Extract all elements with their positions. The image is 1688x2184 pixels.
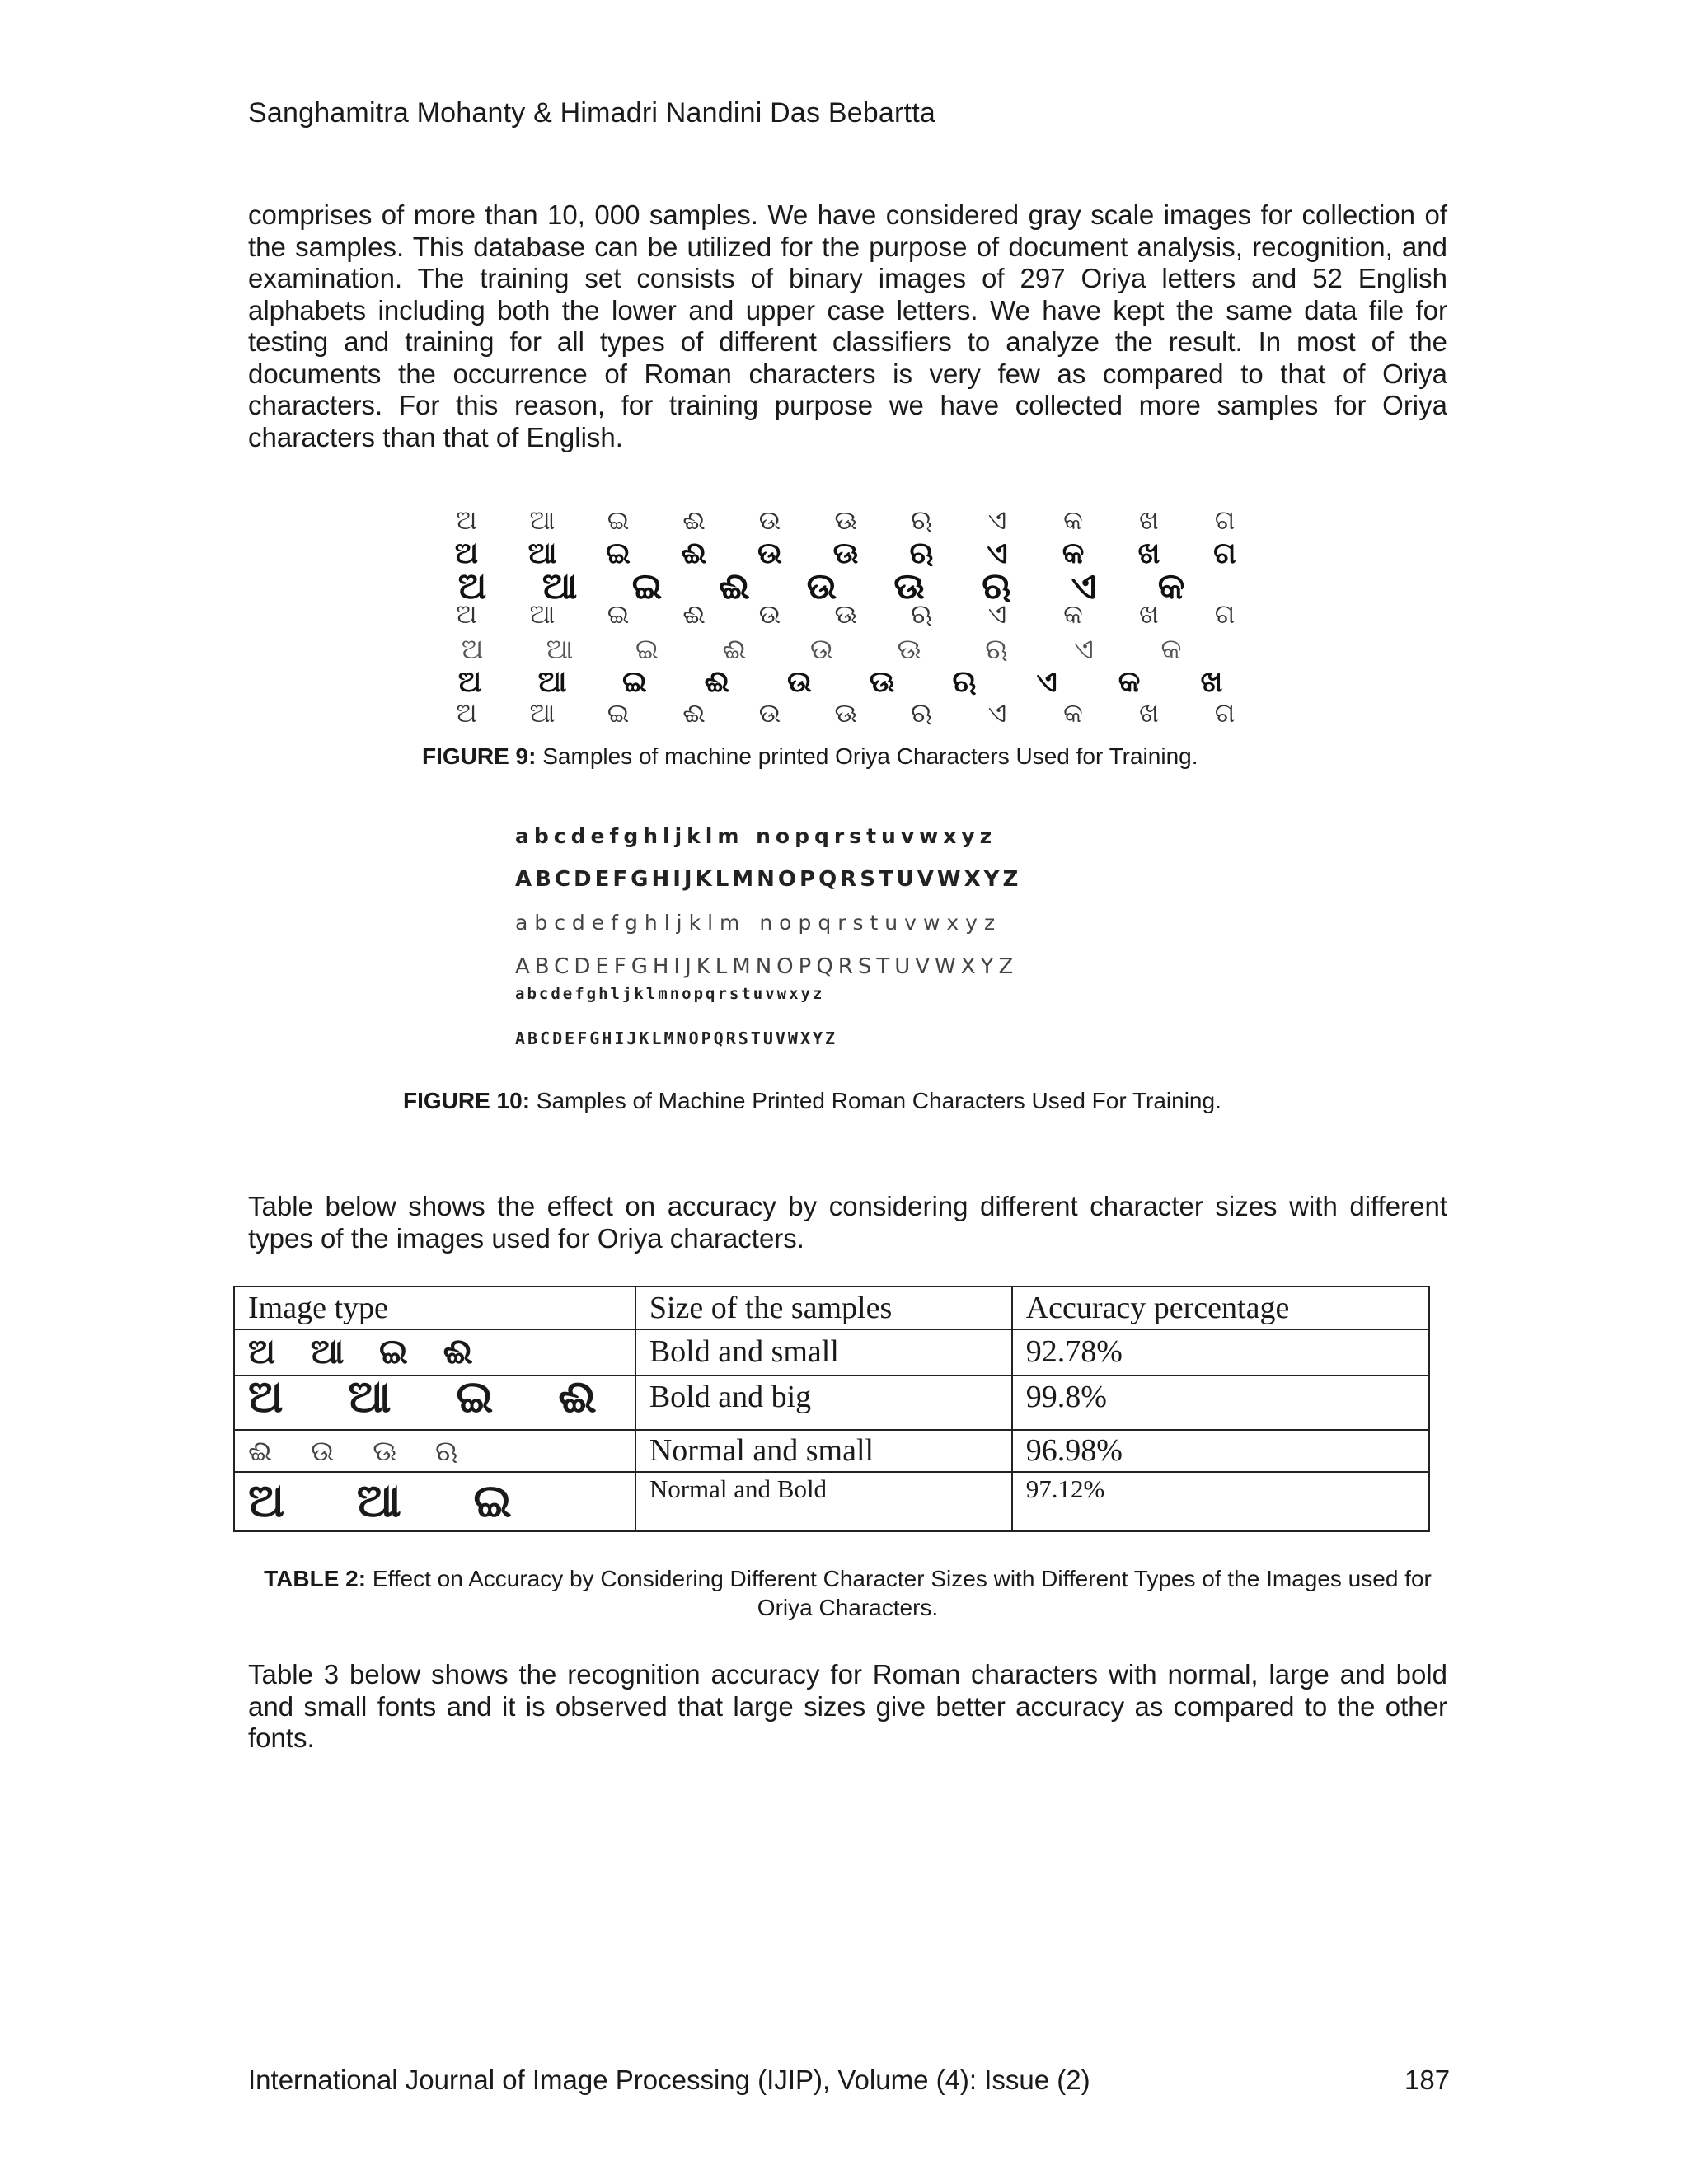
figure-10-caption-text: Samples of Machine Printed Roman Characters Used For Training. — [530, 1088, 1221, 1113]
table-cell-size: Normal and small — [635, 1430, 1012, 1472]
oriya-glyph: ଋ — [909, 537, 934, 570]
oriya-glyph: ଏ — [987, 537, 1008, 570]
footer-page-number: 187 — [1404, 2064, 1451, 2095]
table-row — [234, 1329, 1429, 1376]
oriya-glyph: ଇ — [607, 697, 630, 729]
oriya-sample-image: ଅ ଆ ଇ ଈ — [248, 1331, 485, 1371]
roman-row-6: ABCDEFGHIJKLMNOPQRSTUVWXYZ — [515, 1029, 838, 1048]
table-cell-accuracy: 96.98% — [1012, 1430, 1429, 1472]
table-header-accuracy: Accuracy percentage — [1012, 1286, 1429, 1329]
roman-row-4: ABCDEFGHIJKLMNOPQRSTUVWXYZ — [515, 954, 1019, 979]
figure-9-caption-text: Samples of machine printed Oriya Characters Used for Training. — [536, 743, 1198, 769]
oriya-glyph: ଏ — [1074, 633, 1094, 666]
oriya-glyph: ଗ — [1214, 504, 1236, 536]
oriya-glyph: କ — [1160, 633, 1182, 666]
oriya-glyph: କ — [1063, 504, 1083, 536]
oriya-sample-row — [429, 633, 1215, 666]
oriya-glyph: ଏ — [987, 598, 1007, 630]
oriya-glyph: ଈ — [704, 665, 730, 699]
oriya-sample-row — [429, 504, 1263, 537]
oriya-glyph: ଈ — [719, 565, 750, 607]
table-2-caption — [248, 1564, 1447, 1622]
figure-10-roman-samples — [515, 824, 1191, 1055]
roman-row-2: ABCDEFGHIJKLMNOPQRSTUVWXYZ — [515, 867, 1022, 892]
oriya-glyph: ଆ — [529, 697, 556, 729]
figure-9-oriya-samples — [429, 504, 1236, 729]
figure-10-label: FIGURE 10: — [403, 1088, 531, 1113]
oriya-glyph: ଖ — [1139, 504, 1159, 536]
oriya-glyph: କ — [1062, 537, 1085, 570]
oriya-glyph: ଊ — [834, 598, 857, 630]
roman-row-3: abcdefghljklm nopqrstuvwxyz — [515, 911, 1002, 935]
oriya-glyph: କ — [1118, 665, 1141, 699]
table-row — [234, 1472, 1429, 1531]
oriya-glyph: ଉ — [757, 537, 782, 570]
table-header-row — [234, 1286, 1429, 1329]
oriya-glyph: ଋ — [911, 504, 932, 536]
oriya-glyph: ଉ — [787, 665, 812, 699]
oriya-sample-image: ଅ ଆ ଇ — [248, 1474, 540, 1528]
oriya-glyph: ଉ — [758, 697, 781, 729]
oriya-glyph: କ — [1063, 598, 1083, 630]
oriya-glyph: ଗ — [1214, 598, 1236, 630]
oriya-glyph: ଏ — [1071, 565, 1097, 607]
oriya-glyph: ଊ — [834, 504, 857, 536]
oriya-glyph: କ — [1157, 565, 1185, 607]
oriya-glyph: ଖ — [1200, 665, 1223, 699]
figure-9-label: FIGURE 9: — [422, 743, 537, 769]
oriya-glyph: ଖ — [1139, 697, 1159, 729]
table-row — [234, 1376, 1429, 1430]
oriya-glyph: ଈ — [681, 537, 707, 570]
oriya-glyph: ଉ — [806, 565, 837, 607]
oriya-glyph: ଅ — [461, 633, 484, 666]
oriya-glyph: ଋ — [952, 665, 977, 699]
table-2-caption-text: Effect on Accuracy by Considering Different Character Sizes with Different Types of the Images used for Oriya Characters. — [366, 1566, 1432, 1620]
table-cell-image-type — [234, 1371, 635, 1430]
oriya-glyph: ଅ — [454, 537, 479, 570]
oriya-glyph: ଇ — [607, 598, 630, 630]
oriya-glyph: ଉ — [758, 504, 781, 536]
oriya-glyph: ଊ — [893, 565, 925, 607]
oriya-glyph: କ — [1063, 697, 1083, 729]
oriya-glyph: ଋ — [982, 565, 1011, 607]
oriya-glyph: ଇ — [606, 537, 631, 570]
oriya-glyph: ଏ — [1036, 665, 1057, 699]
oriya-glyph: ଈ — [722, 633, 747, 666]
oriya-sample-row — [429, 598, 1263, 630]
roman-row-1: abcdefghljklm nopqrstuvwxyz — [515, 824, 997, 848]
oriya-glyph: ଊ — [834, 697, 857, 729]
oriya-glyph: ଇ — [635, 633, 659, 666]
table-cell-image-type — [234, 1430, 635, 1472]
oriya-glyph: ଖ — [1137, 537, 1160, 570]
table-2-accuracy — [233, 1286, 1430, 1532]
figure-10-caption — [403, 1088, 1221, 1114]
table-row — [234, 1430, 1429, 1472]
oriya-glyph: ଅ — [456, 697, 477, 729]
table-cell-accuracy: 92.78% — [1012, 1329, 1429, 1376]
oriya-glyph: ଗ — [1213, 537, 1236, 570]
table-cell-size: Normal and Bold — [635, 1472, 1012, 1531]
oriya-glyph: ଋ — [985, 633, 1008, 666]
table-cell-image-type — [234, 1472, 635, 1531]
oriya-glyph: ଉ — [758, 598, 781, 630]
oriya-glyph: ଆ — [542, 565, 578, 607]
roman-row-5: abcdefghljklmnopqrstuvwxyz — [515, 985, 825, 1003]
oriya-sample-image: ଈ ଉ ଊ ଋ — [248, 1435, 473, 1468]
oriya-glyph: ଆ — [546, 633, 574, 666]
oriya-glyph: ଏ — [987, 504, 1007, 536]
table-cell-size: Bold and big — [635, 1376, 1012, 1430]
table-2-label: TABLE 2: — [264, 1566, 367, 1591]
oriya-glyph: ଆ — [537, 665, 567, 699]
oriya-glyph: ଅ — [456, 504, 477, 536]
body-paragraph-3: Table 3 below shows the recognition accuracy for Roman characters with normal, large and bold and small fonts and it is observed that large sizes give better accuracy as compared to the other fonts. — [248, 1659, 1447, 1753]
running-head: Sanghamitra Mohanty & Himadri Nandini Das Bebartta — [248, 97, 935, 129]
oriya-glyph: ଖ — [1139, 598, 1159, 630]
oriya-sample-row — [429, 664, 1253, 700]
body-paragraph-2: Table below shows the effect on accuracy by considering different character sizes with different types of the images used for Oriya characters. — [248, 1191, 1447, 1254]
oriya-glyph: ଆ — [529, 598, 556, 630]
oriya-glyph: ଈ — [682, 598, 706, 630]
oriya-glyph: ଆ — [528, 537, 557, 570]
oriya-glyph: ଊ — [832, 537, 859, 570]
oriya-glyph: ଇ — [622, 665, 647, 699]
table-header-image-type: Image type — [234, 1286, 635, 1329]
oriya-glyph: ଇ — [607, 504, 630, 536]
table-cell-image-type — [234, 1329, 635, 1376]
oriya-glyph: ଊ — [897, 633, 921, 666]
oriya-glyph: ଋ — [911, 598, 932, 630]
oriya-glyph: ଊ — [869, 665, 895, 699]
oriya-glyph: ଇ — [631, 565, 663, 607]
oriya-sample-image: ଅ ଆ ଇ ଈ — [248, 1371, 621, 1422]
table-cell-size: Bold and small — [635, 1329, 1012, 1376]
oriya-glyph: ଋ — [911, 697, 932, 729]
figure-9-caption — [422, 743, 1198, 770]
oriya-glyph: ଉ — [809, 633, 834, 666]
oriya-glyph: ଈ — [682, 504, 706, 536]
oriya-glyph: ଅ — [456, 598, 477, 630]
body-paragraph-1: comprises of more than 10, 000 samples. We have considered gray scale images for collection of the samples. This database can be utilized for the purpose of document analysis, recognition, and examination. The training set consists of binary images of 297 Oriya letters and 52 English alphabets including both the lower and upper case letters. We have kept the same data file for testing and training for all types of different classifiers to analyze the result. In most of the documents the occurrence of Roman characters is very few as compared to that of Oriya characters. For this reason, for training purpose we have collected more samples for Oriya characters than that of English. — [248, 199, 1447, 452]
table-header-size: Size of the samples — [635, 1286, 1012, 1329]
oriya-glyph: ଈ — [682, 697, 706, 729]
oriya-glyph: ଗ — [1214, 697, 1236, 729]
oriya-glyph: ଅ — [457, 565, 487, 607]
table-cell-accuracy: 99.8% — [1012, 1376, 1429, 1430]
oriya-glyph: ଅ — [457, 665, 482, 699]
footer-journal: International Journal of Image Processing (IJIP), Volume (4): Issue (2) — [248, 2064, 1090, 2095]
oriya-glyph: ଆ — [529, 504, 556, 536]
oriya-sample-row — [429, 697, 1263, 729]
table-cell-accuracy: 97.12% — [1012, 1472, 1429, 1531]
oriya-glyph: ଏ — [987, 697, 1007, 729]
